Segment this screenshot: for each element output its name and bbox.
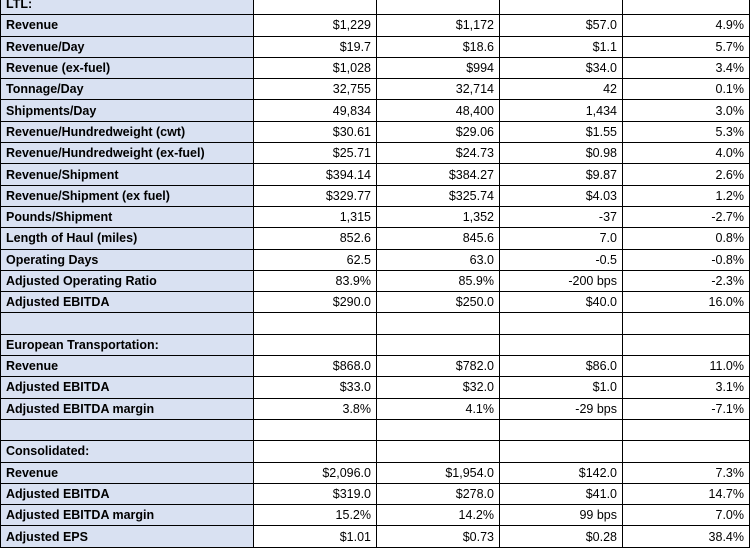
current-period-cell[interactable]: [254, 441, 377, 462]
change-cell[interactable]: -200 bps: [500, 270, 623, 291]
table-row: [1, 462, 750, 483]
percent-change-cell[interactable]: -0.8%: [623, 249, 750, 270]
prior-period-cell[interactable]: 63.0: [377, 249, 500, 270]
change-cell[interactable]: $40.0: [500, 292, 623, 313]
change-cell[interactable]: -0.5: [500, 249, 623, 270]
percent-change-cell[interactable]: [623, 313, 750, 334]
percent-change-cell[interactable]: 7.0%: [623, 505, 750, 526]
percent-change-cell[interactable]: 5.7%: [623, 36, 750, 57]
current-period-cell[interactable]: [254, 334, 377, 355]
prior-period-cell[interactable]: [377, 441, 500, 462]
change-cell[interactable]: [500, 0, 623, 15]
prior-period-cell[interactable]: [377, 313, 500, 334]
prior-period-cell[interactable]: $32.0: [377, 377, 500, 398]
row-label[interactable]: Revenue: [1, 462, 254, 483]
current-period-cell[interactable]: $25.71: [254, 143, 377, 164]
change-cell[interactable]: 42: [500, 79, 623, 100]
row-label[interactable]: Adjusted Operating Ratio: [1, 270, 254, 291]
change-cell[interactable]: $86.0: [500, 356, 623, 377]
change-cell[interactable]: $34.0: [500, 57, 623, 78]
row-label[interactable]: Revenue: [1, 356, 254, 377]
percent-change-cell[interactable]: 2.6%: [623, 164, 750, 185]
prior-period-cell[interactable]: 845.6: [377, 228, 500, 249]
row-label[interactable]: Length of Haul (miles): [1, 228, 254, 249]
prior-period-cell[interactable]: $325.74: [377, 185, 500, 206]
current-period-cell[interactable]: $33.0: [254, 377, 377, 398]
percent-change-cell[interactable]: 3.4%: [623, 57, 750, 78]
percent-change-cell[interactable]: 3.0%: [623, 100, 750, 121]
prior-period-cell[interactable]: 85.9%: [377, 270, 500, 291]
current-period-cell[interactable]: $1.01: [254, 526, 377, 547]
change-cell[interactable]: $57.0: [500, 15, 623, 36]
prior-period-cell[interactable]: $278.0: [377, 483, 500, 504]
row-label[interactable]: Revenue/Shipment: [1, 164, 254, 185]
prior-period-cell[interactable]: 48,400: [377, 100, 500, 121]
table-row: [1, 143, 750, 164]
prior-period-cell[interactable]: [377, 334, 500, 355]
percent-change-cell[interactable]: 0.8%: [623, 228, 750, 249]
blank-row: [1, 419, 750, 440]
table-row: [1, 398, 750, 419]
prior-period-cell[interactable]: 4.1%: [377, 398, 500, 419]
current-period-cell[interactable]: [254, 313, 377, 334]
change-cell[interactable]: 1,434: [500, 100, 623, 121]
change-cell[interactable]: $142.0: [500, 462, 623, 483]
change-cell[interactable]: $0.98: [500, 143, 623, 164]
percent-change-cell[interactable]: 5.3%: [623, 121, 750, 142]
table-row: [1, 79, 750, 100]
prior-period-cell[interactable]: $0.73: [377, 526, 500, 547]
prior-period-cell[interactable]: $24.73: [377, 143, 500, 164]
prior-period-cell[interactable]: $1,954.0: [377, 462, 500, 483]
change-cell[interactable]: $1.0: [500, 377, 623, 398]
current-period-cell[interactable]: 32,755: [254, 79, 377, 100]
prior-period-cell[interactable]: $384.27: [377, 164, 500, 185]
row-label[interactable]: Adjusted EBITDA: [1, 377, 254, 398]
prior-period-cell[interactable]: 1,352: [377, 206, 500, 227]
percent-change-cell[interactable]: [623, 419, 750, 440]
percent-change-cell[interactable]: 16.0%: [623, 292, 750, 313]
section-header-row: [1, 0, 750, 15]
table-row: [1, 356, 750, 377]
current-period-cell[interactable]: 62.5: [254, 249, 377, 270]
row-label[interactable]: Revenue: [1, 15, 254, 36]
table-row: [1, 377, 750, 398]
current-period-cell[interactable]: $19.7: [254, 36, 377, 57]
row-label[interactable]: Pounds/Shipment: [1, 206, 254, 227]
row-label[interactable]: Operating Days: [1, 249, 254, 270]
current-period-cell[interactable]: $290.0: [254, 292, 377, 313]
current-period-cell[interactable]: 49,834: [254, 100, 377, 121]
row-label[interactable]: Revenue/Hundredweight (cwt): [1, 121, 254, 142]
percent-change-cell[interactable]: 0.1%: [623, 79, 750, 100]
row-label[interactable]: Revenue/Day: [1, 36, 254, 57]
table-row: [1, 505, 750, 526]
table-row: [1, 292, 750, 313]
current-period-cell[interactable]: [254, 419, 377, 440]
current-period-cell[interactable]: 15.2%: [254, 505, 377, 526]
current-period-cell[interactable]: [254, 0, 377, 15]
change-cell[interactable]: -29 bps: [500, 398, 623, 419]
row-label[interactable]: Adjusted EPS: [1, 526, 254, 547]
row-label[interactable]: Adjusted EBITDA: [1, 292, 254, 313]
percent-change-cell[interactable]: -2.7%: [623, 206, 750, 227]
change-cell[interactable]: $1.55: [500, 121, 623, 142]
prior-period-cell[interactable]: $250.0: [377, 292, 500, 313]
percent-change-cell[interactable]: [623, 441, 750, 462]
current-period-cell[interactable]: $1,028: [254, 57, 377, 78]
change-cell[interactable]: [500, 313, 623, 334]
prior-period-cell[interactable]: $994: [377, 57, 500, 78]
prior-period-cell[interactable]: 32,714: [377, 79, 500, 100]
change-cell[interactable]: 99 bps: [500, 505, 623, 526]
change-cell[interactable]: $1.1: [500, 36, 623, 57]
current-period-cell[interactable]: 3.8%: [254, 398, 377, 419]
current-period-cell[interactable]: $868.0: [254, 356, 377, 377]
percent-change-cell[interactable]: 7.3%: [623, 462, 750, 483]
percent-change-cell[interactable]: [623, 0, 750, 15]
table-row: [1, 164, 750, 185]
section-title[interactable]: LTL:: [1, 0, 254, 15]
percent-change-cell[interactable]: -7.1%: [623, 398, 750, 419]
percent-change-cell[interactable]: -2.3%: [623, 270, 750, 291]
current-period-cell[interactable]: 83.9%: [254, 270, 377, 291]
current-period-cell[interactable]: $329.77: [254, 185, 377, 206]
current-period-cell[interactable]: 852.6: [254, 228, 377, 249]
prior-period-cell[interactable]: [377, 0, 500, 15]
table-row: [1, 100, 750, 121]
table-row: [1, 526, 750, 547]
prior-period-cell[interactable]: 14.2%: [377, 505, 500, 526]
row-label[interactable]: Adjusted EBITDA: [1, 483, 254, 504]
percent-change-cell[interactable]: 11.0%: [623, 356, 750, 377]
table-row: [1, 483, 750, 504]
table-body: [1, 0, 750, 547]
row-label[interactable]: Adjusted EBITDA margin: [1, 505, 254, 526]
row-label[interactable]: Revenue/Hundredweight (ex-fuel): [1, 143, 254, 164]
section-header-row: [1, 441, 750, 462]
percent-change-cell[interactable]: 3.1%: [623, 377, 750, 398]
percent-change-cell[interactable]: 4.0%: [623, 143, 750, 164]
row-label[interactable]: Revenue/Shipment (ex fuel): [1, 185, 254, 206]
current-period-cell[interactable]: $30.61: [254, 121, 377, 142]
prior-period-cell[interactable]: [377, 419, 500, 440]
prior-period-cell[interactable]: $1,172: [377, 15, 500, 36]
prior-period-cell[interactable]: $782.0: [377, 356, 500, 377]
table-row: [1, 15, 750, 36]
table-row: [1, 185, 750, 206]
percent-change-cell[interactable]: 1.2%: [623, 185, 750, 206]
table-row: [1, 249, 750, 270]
prior-period-cell[interactable]: $18.6: [377, 36, 500, 57]
change-cell[interactable]: -37: [500, 206, 623, 227]
table-row: [1, 270, 750, 291]
table-row: [1, 206, 750, 227]
blank-row: [1, 313, 750, 334]
current-period-cell[interactable]: $319.0: [254, 483, 377, 504]
row-label[interactable]: Tonnage/Day: [1, 79, 254, 100]
section-title[interactable]: Consolidated:: [1, 441, 254, 462]
percent-change-cell[interactable]: 4.9%: [623, 15, 750, 36]
section-header-row: [1, 334, 750, 355]
current-period-cell[interactable]: $394.14: [254, 164, 377, 185]
table-row: [1, 228, 750, 249]
change-cell[interactable]: $41.0: [500, 483, 623, 504]
change-cell[interactable]: 7.0: [500, 228, 623, 249]
current-period-cell[interactable]: $1,229: [254, 15, 377, 36]
change-cell[interactable]: [500, 441, 623, 462]
section-title[interactable]: European Transportation:: [1, 334, 254, 355]
row-label[interactable]: Revenue (ex-fuel): [1, 57, 254, 78]
table-row: [1, 36, 750, 57]
row-label[interactable]: Shipments/Day: [1, 100, 254, 121]
current-period-cell[interactable]: 1,315: [254, 206, 377, 227]
table-row: [1, 57, 750, 78]
change-cell[interactable]: $0.28: [500, 526, 623, 547]
change-cell[interactable]: $4.03: [500, 185, 623, 206]
current-period-cell[interactable]: $2,096.0: [254, 462, 377, 483]
change-cell[interactable]: [500, 334, 623, 355]
percent-change-cell[interactable]: 14.7%: [623, 483, 750, 504]
row-label[interactable]: [1, 313, 254, 334]
percent-change-cell[interactable]: [623, 334, 750, 355]
change-cell[interactable]: $9.87: [500, 164, 623, 185]
row-label[interactable]: Adjusted EBITDA margin: [1, 398, 254, 419]
row-label[interactable]: [1, 419, 254, 440]
prior-period-cell[interactable]: $29.06: [377, 121, 500, 142]
change-cell[interactable]: [500, 419, 623, 440]
table-row: [1, 121, 750, 142]
percent-change-cell[interactable]: 38.4%: [623, 526, 750, 547]
